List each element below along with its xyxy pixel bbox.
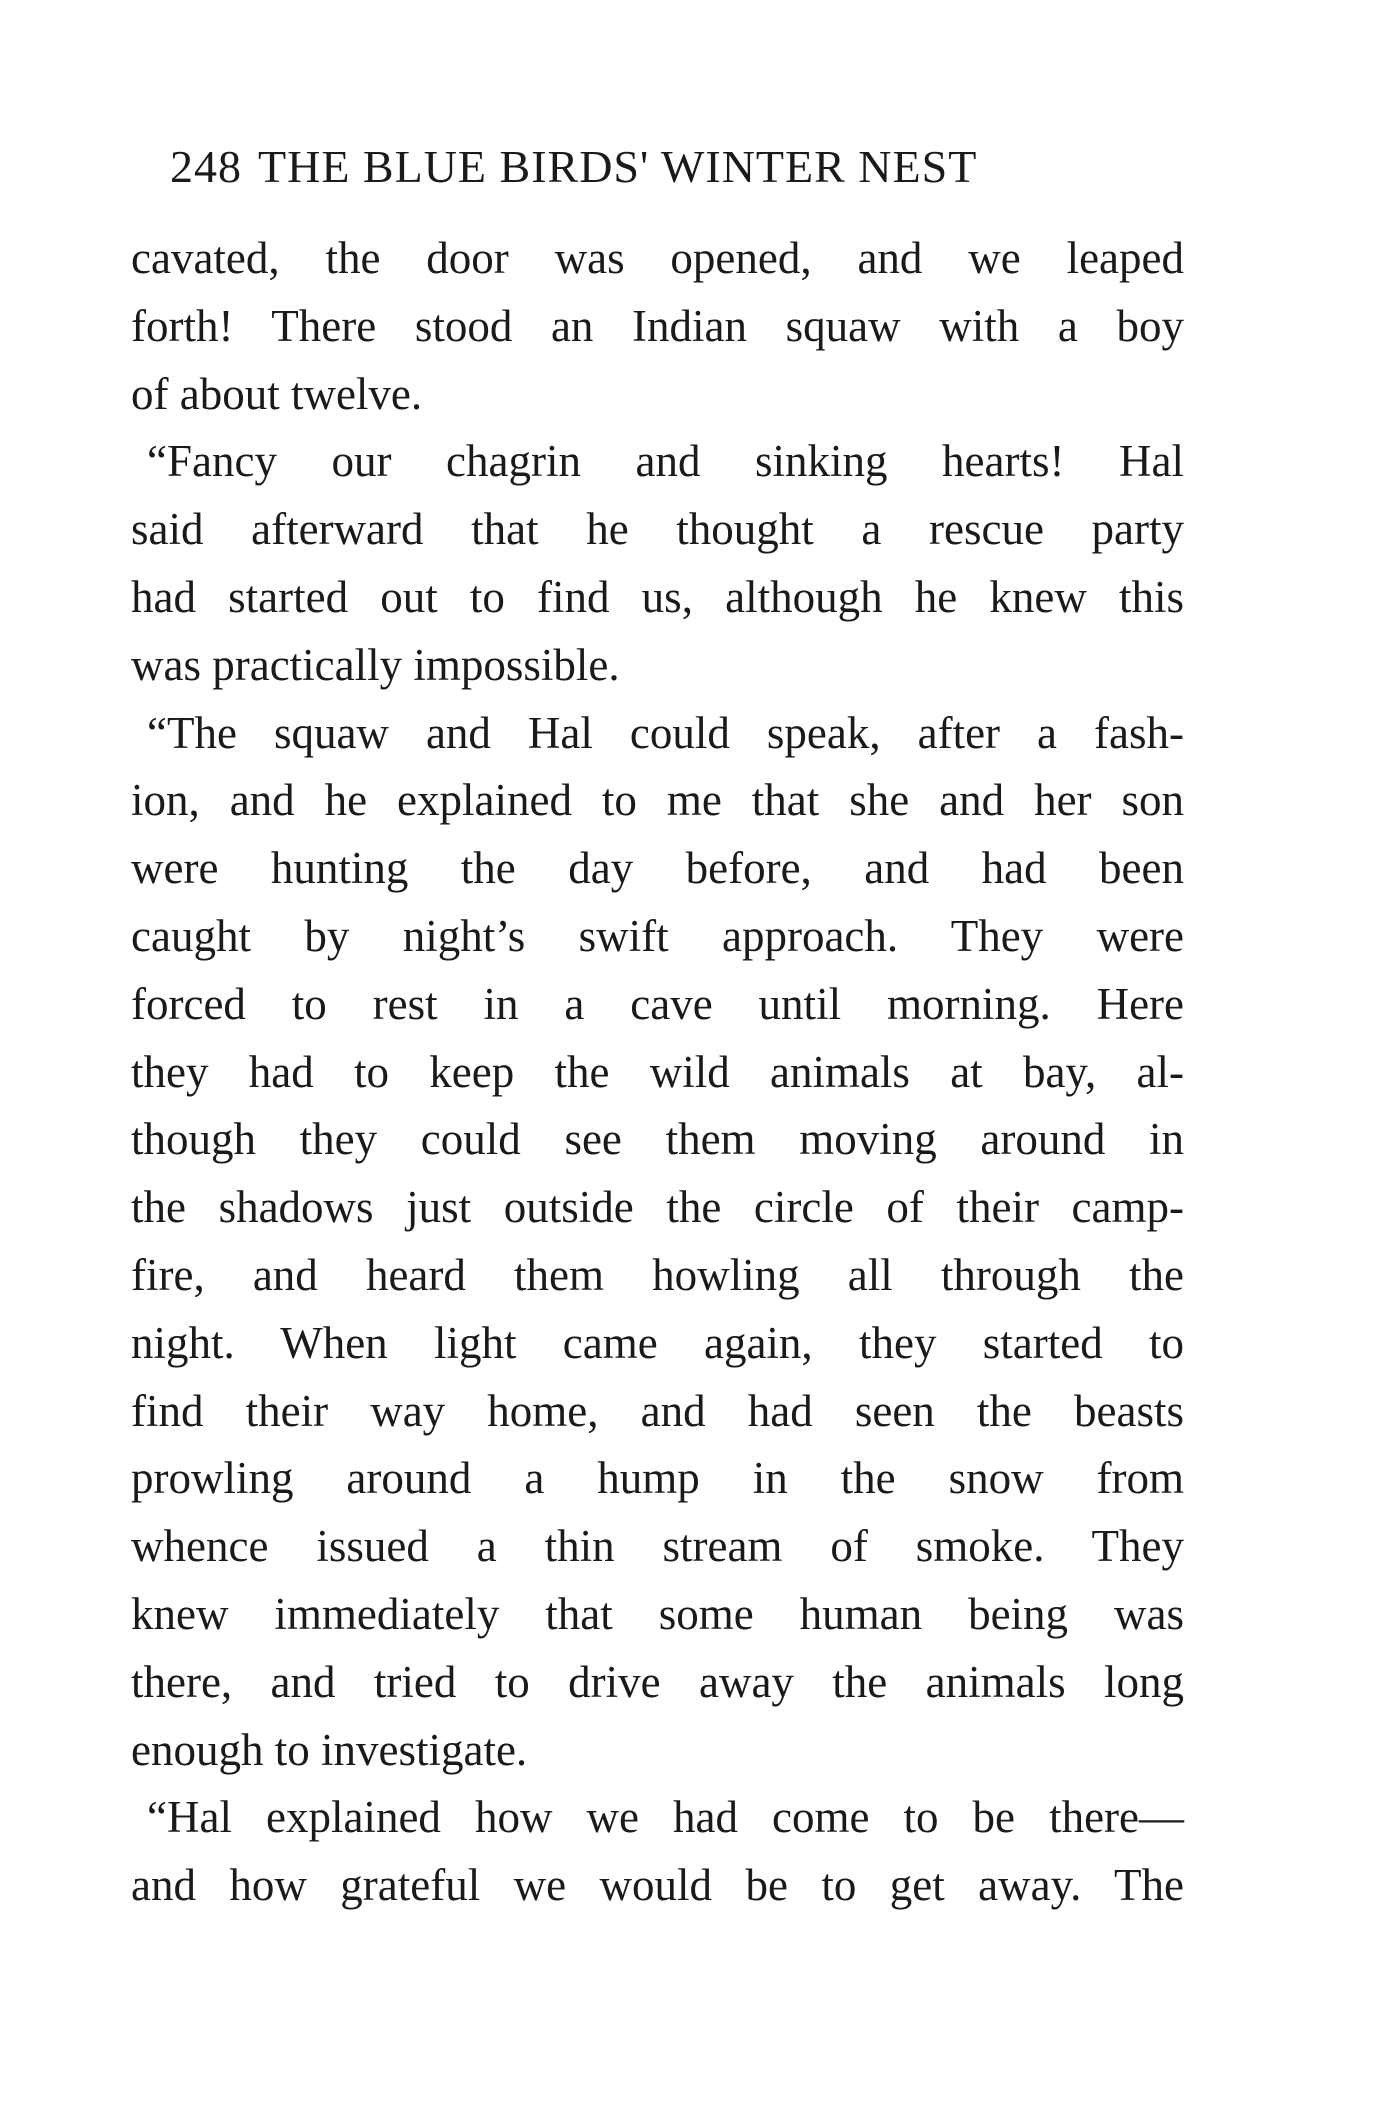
text-line: there, and tried to drive away the animals long: [131, 1656, 1184, 1707]
text-line: “The squaw and Hal could speak, after a fash-: [147, 707, 1184, 758]
text-line: said afterward that he thought a rescue party: [131, 504, 1184, 555]
text-line: was practically impossible.: [131, 639, 620, 690]
text-line: prowling around a hump in the snow from: [131, 1453, 1184, 1504]
text-line: whence issued a thin stream of smoke. They: [131, 1521, 1184, 1572]
text-line: forced to rest in a cave until morning. Here: [131, 978, 1184, 1029]
page-body-text: [131, 225, 1184, 1920]
text-line: of about twelve.: [131, 368, 423, 419]
text-line: ion, and he explained to me that she and her son: [131, 775, 1184, 826]
running-header: [170, 140, 977, 193]
page-number: 248: [170, 141, 242, 192]
text-line: knew immediately that some human being was: [131, 1588, 1184, 1639]
running-title: THE BLUE BIRDS' WINTER NEST: [258, 141, 978, 192]
text-line: were hunting the day before, and had been: [131, 843, 1184, 894]
text-line: caught by night’s swift approach. They were: [131, 910, 1184, 961]
text-line: though they could see them moving around in: [131, 1114, 1184, 1165]
text-line: the shadows just outside the circle of their camp-: [131, 1182, 1184, 1233]
text-line: enough to investigate.: [131, 1724, 528, 1775]
text-line: forth! There stood an Indian squaw with a boy: [131, 300, 1184, 351]
text-line: find their way home, and had seen the beasts: [131, 1385, 1184, 1436]
text-line: “Hal explained how we had come to be there—: [147, 1792, 1184, 1843]
text-line: night. When light came again, they started to: [131, 1317, 1184, 1368]
text-line: and how grateful we would be to get away. The: [131, 1860, 1184, 1911]
text-line: they had to keep the wild animals at bay, al-: [131, 1046, 1184, 1097]
text-line: “Fancy our chagrin and sinking hearts! Hal: [147, 436, 1184, 487]
text-line: fire, and heard them howling all through the: [131, 1249, 1184, 1300]
text-line: had started out to find us, although he knew this: [131, 571, 1184, 622]
text-line: cavated, the door was opened, and we leaped: [131, 233, 1184, 283]
